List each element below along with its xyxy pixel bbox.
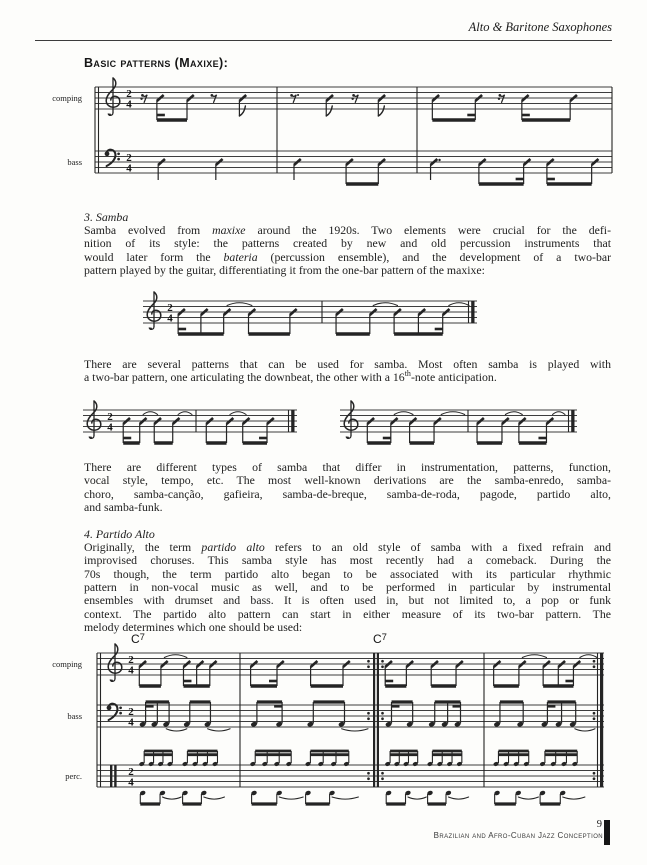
svg-text:2: 2 — [128, 765, 134, 778]
svg-text:4: 4 — [128, 716, 134, 729]
svg-text:2: 2 — [126, 87, 132, 100]
staff-label-bass: bass — [67, 157, 82, 167]
text-line: would later form the bateria (percussion ensemble), and the development of a two-bar — [84, 249, 612, 264]
partido-alto-section-heading: 4. Partido Alto — [84, 527, 155, 541]
text-line: Originally, the term partido alto refers to an old style of samba with a fixed refrain and — [84, 540, 611, 554]
svg-text:2: 2 — [128, 653, 134, 666]
staff-label-bass-2: bass — [67, 711, 82, 721]
system-partido_alto — [97, 644, 604, 804]
text-line: pattern in non-vocal music as well, and to be performed in particular by instrumental — [84, 580, 611, 595]
footer-page-number: 9 — [596, 819, 602, 830]
text-line: There are several patterns that can be used for samba. Most often samba is played with — [84, 357, 611, 371]
system-maxixe — [95, 78, 612, 184]
svg-text:4: 4 — [126, 162, 132, 175]
samba-types-paragraph — [84, 461, 611, 514]
svg-text:4: 4 — [128, 664, 134, 677]
text-line: pattern played by the guitar, differentiating it from the one-bar pattern of the maxixe: — [84, 263, 485, 278]
staff-label-perc: perc. — [65, 771, 82, 781]
text-line: 70s though, the term partido alto began to be associated with its particular rhythmic — [84, 566, 611, 581]
text-line: nition of its style: the patterns created by new and old percussion instruments that — [84, 236, 611, 251]
svg-text:4: 4 — [126, 98, 132, 111]
staff-label-comping: comping — [52, 93, 82, 103]
svg-text:4: 4 — [167, 312, 173, 325]
footer-book-title: Brazilian and Afro-Cuban Jazz Conception — [433, 831, 603, 840]
text-line: improvised choruses. This samba style has most recently had a comeback. During the — [84, 553, 611, 568]
text-line: context. The partido alto pattern can start in either measure of its two-bar pattern. The — [84, 606, 611, 621]
samba-section-heading: 3. Samba — [84, 210, 129, 224]
text-line: There are different types of samba that differ in instrumentation, patterns, function, — [84, 460, 611, 474]
samba-paragraph — [84, 224, 611, 277]
basic-patterns-heading: Basic patterns (Maxixe): — [84, 56, 229, 70]
svg-text:4: 4 — [107, 421, 113, 434]
page-title: Alto & Baritone Saxophones — [468, 20, 612, 34]
chord-symbol-c7-first: $C^7$ — [131, 632, 145, 646]
text-line: ensembles with drumset and bass. It is often used in, but not limited to, a pop or funk — [84, 593, 611, 608]
partido-alto-paragraph — [84, 541, 611, 634]
svg-text:4: 4 — [128, 776, 134, 789]
svg-text:2: 2 — [167, 301, 173, 314]
system-samba_downbeat — [83, 401, 297, 443]
svg-text:2: 2 — [128, 705, 134, 718]
footer-accent-bar — [604, 820, 610, 845]
system-samba_guitar — [143, 292, 477, 334]
text-line: choro, samba-canção, gafieira, samba-de-breque, samba-de-roda, pagode, partido alto, — [84, 486, 611, 501]
system-samba_anticipation — [340, 401, 577, 443]
text-line: melody determines which one should be used: — [84, 620, 303, 635]
text-line: and samba-funk. — [84, 500, 163, 515]
text-line: a two-bar pattern, one articulating the downbeat, the other with a 16th-note anticipation. — [84, 369, 497, 385]
svg-text:2: 2 — [107, 410, 113, 423]
chord-symbol-c7-second: $C^7$ — [373, 632, 387, 646]
text-line: Samba evolved from maxixe around the 1920s. Two elements were crucial for the defi- — [84, 223, 611, 237]
samba-patterns-paragraph — [84, 358, 611, 385]
svg-text:2: 2 — [126, 151, 132, 164]
text-line: vocal style, tempo, etc. The most well-known derivations are the samba-enredo, samba- — [84, 473, 611, 488]
staff-label-comping-2: comping — [52, 659, 82, 669]
